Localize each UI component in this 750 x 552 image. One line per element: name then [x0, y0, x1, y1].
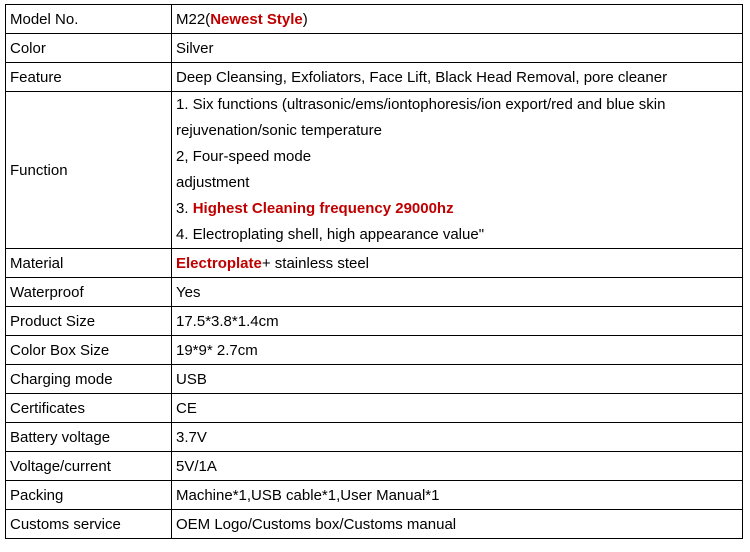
spec-highlight: Newest Style [210, 10, 303, 28]
spec-label: Feature [6, 63, 172, 92]
spec-text: ) [302, 10, 308, 28]
spec-row-certificates [6, 394, 743, 423]
spec-text: M22( [176, 10, 211, 28]
spec-row-voltage [6, 452, 743, 481]
function-line: rejuvenation/sonic temperature [176, 122, 382, 139]
spec-label: Voltage/current [6, 452, 172, 481]
spec-row-material [6, 249, 743, 278]
spec-row-waterproof [6, 278, 743, 307]
spec-label: Customs service [6, 510, 172, 539]
spec-label: Material [6, 249, 172, 278]
spec-value: OEM Logo/Customs box/Customs manual [172, 510, 743, 539]
function-line [176, 196, 738, 222]
spec-label: Packing [6, 481, 172, 510]
spec-label: Function [6, 92, 172, 249]
spec-value: Deep Cleansing, Exfoliators, Face Lift, Black Head Removal, pore cleaner [172, 63, 743, 92]
spec-label: Battery voltage [6, 423, 172, 452]
spec-value: Machine*1,USB cable*1,User Manual*1 [172, 481, 743, 510]
spec-label: Model No. [6, 5, 172, 34]
spec-text: 3. [176, 200, 193, 217]
spec-row-color [6, 34, 743, 63]
spec-label: Waterproof [6, 278, 172, 307]
spec-row-model [6, 5, 743, 34]
spec-highlight: Electroplate [176, 254, 262, 272]
spec-text: + stainless steel [261, 254, 370, 272]
spec-label: Charging mode [6, 365, 172, 394]
spec-value: 19*9* 2.7cm [172, 336, 743, 365]
spec-value: USB [172, 365, 743, 394]
spec-label: Product Size [6, 307, 172, 336]
function-line: 4. Electroplating shell, high appearance value" [176, 226, 485, 243]
spec-table [5, 4, 743, 539]
spec-row-battery [6, 423, 743, 452]
spec-label: Color [6, 34, 172, 63]
spec-row-function [6, 92, 743, 249]
spec-row-customs [6, 510, 743, 539]
spec-value [172, 92, 743, 249]
spec-highlight: Highest Cleaning frequency 29000hz [192, 200, 454, 217]
spec-row-packing [6, 481, 743, 510]
spec-value: Yes [172, 278, 743, 307]
spec-value [172, 5, 743, 34]
spec-value: CE [172, 394, 743, 423]
spec-row-box-size [6, 336, 743, 365]
spec-label: Certificates [6, 394, 172, 423]
function-line: 1. Six functions (ultrasonic/ems/iontophoresis/ion export/red and blue skin [176, 96, 666, 113]
spec-row-charging [6, 365, 743, 394]
spec-row-product-size [6, 307, 743, 336]
spec-value: 3.7V [172, 423, 743, 452]
spec-value [172, 249, 743, 278]
function-line: adjustment [176, 174, 250, 191]
spec-value: Silver [172, 34, 743, 63]
spec-value: 5V/1A [172, 452, 743, 481]
spec-value: 17.5*3.8*1.4cm [172, 307, 743, 336]
function-line: 2, Four-speed mode [176, 148, 312, 165]
spec-label: Color Box Size [6, 336, 172, 365]
spec-row-feature [6, 63, 743, 92]
